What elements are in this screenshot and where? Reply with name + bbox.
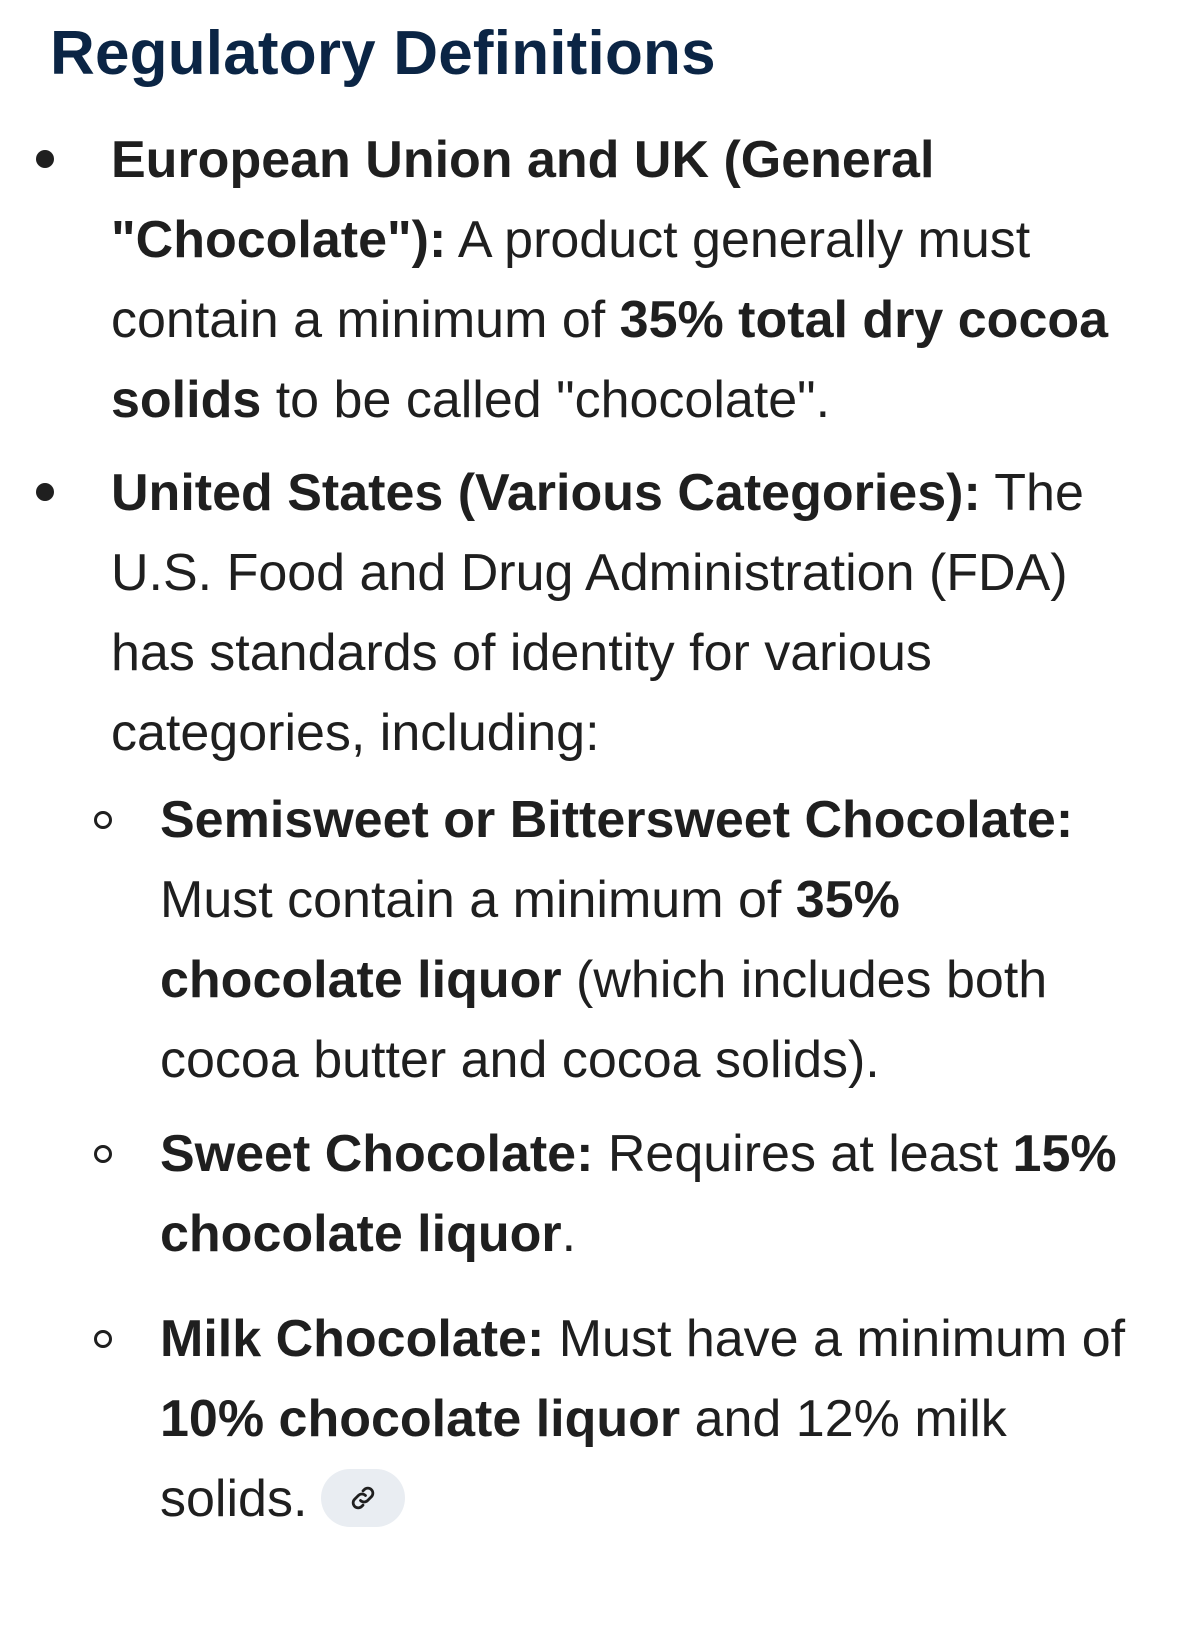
item-text: Requires at least — [593, 1125, 1013, 1183]
item-emphasis: 15% chocolate liquor — [160, 1125, 1117, 1263]
link-icon — [348, 1483, 378, 1513]
item-title: European Union and UK (General "Chocolate"): — [111, 131, 935, 269]
sub-bullet-icon — [94, 1330, 112, 1348]
item-title: Milk Chocolate: — [160, 1310, 545, 1368]
item-text: A product generally must contain a minimum of — [111, 211, 1031, 349]
list-item-eu — [111, 120, 1141, 440]
bullet-icon — [36, 150, 54, 168]
item-text: Must contain a minimum of — [160, 871, 796, 929]
item-text: and 12% milk solids. — [160, 1390, 1007, 1528]
sub-bullet-icon — [94, 811, 112, 829]
sub-bullet-icon — [94, 1145, 112, 1163]
list-item-us — [111, 453, 1141, 773]
item-text: . — [561, 1205, 577, 1263]
item-text: Must have a minimum of — [544, 1310, 1126, 1368]
item-title: Semisweet or Bittersweet Chocolate: — [160, 791, 1074, 849]
bullet-icon — [36, 483, 54, 501]
section-heading: Regulatory Definitions — [50, 19, 716, 88]
item-title: United States (Various Categories): — [111, 464, 981, 522]
sub-item-milk — [160, 1299, 1150, 1539]
item-text: The U.S. Food and Drug Administration (FDA) has standards of identity for various categories, including: — [111, 464, 1084, 762]
item-emphasis: 35% total dry cocoa solids — [111, 291, 1109, 429]
item-text: (which includes both cocoa butter and cocoa solids). — [160, 951, 1048, 1089]
sub-item-sweet — [160, 1114, 1150, 1274]
item-text: to be called "chocolate". — [261, 371, 831, 429]
source-link-button[interactable] — [321, 1469, 405, 1527]
item-emphasis: 35% chocolate liquor — [160, 871, 900, 1009]
sub-item-semisweet — [160, 780, 1150, 1100]
item-title: Sweet Chocolate: — [160, 1125, 594, 1183]
item-emphasis: 10% chocolate liquor — [160, 1390, 681, 1448]
